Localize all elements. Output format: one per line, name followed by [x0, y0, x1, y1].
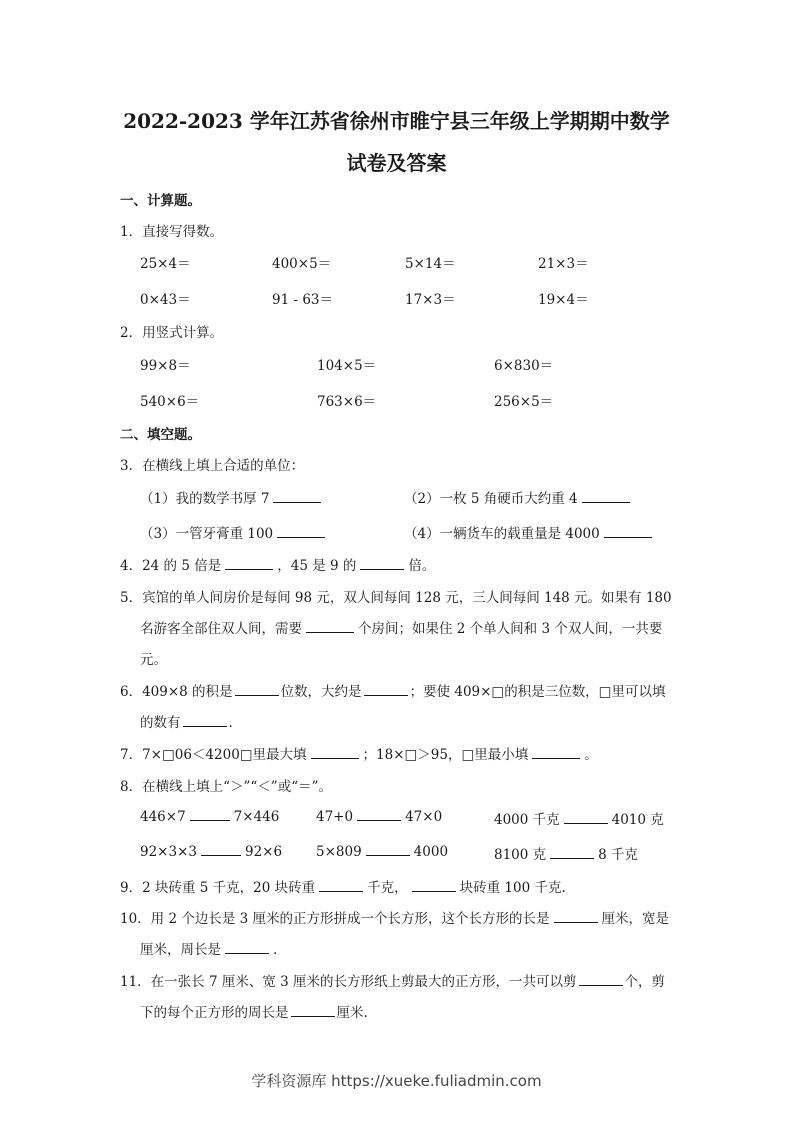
q2-item: 763×6＝ — [317, 394, 377, 410]
section-2-heading: 二、填空题。 — [120, 427, 201, 443]
q1-item: 0×43＝ — [140, 292, 191, 308]
q1-item: 400×5＝ — [272, 256, 332, 272]
q1-item: 91 - 63＝ — [272, 292, 334, 308]
q8-item: 4000 千克 4010 克 — [494, 812, 664, 828]
q2-item: 99×8＝ — [140, 358, 191, 374]
question-5-line-1: 5．宾馆的单人间房价是每间 98 元，双人间每间 128 元，三人间每间 148 元。如果有 180 — [120, 590, 672, 606]
question-4: 4．24 的 5 倍是 ，45 是 9 的 倍。 — [120, 558, 436, 574]
title-line-2: 试卷及答案 — [346, 151, 447, 175]
question-6-line-2: 的数有 . — [140, 715, 233, 731]
question-1: 1．直接写得数。 — [120, 224, 224, 240]
q8-item: 446×7 7×446 — [140, 809, 280, 825]
question-2: 2．用竖式计算。 — [120, 325, 224, 341]
question-10-line-2: 厘米，周长是 . — [140, 942, 278, 958]
question-5-line-2: 名游客全部住双人间，需要 个房间；如果住 2 个单人间和 3 个双人间，一共要 — [140, 621, 663, 637]
q8-item: 92×3×3 92×6 — [140, 844, 283, 860]
question-8: 8．在横线上填上“＞”“＜”或“＝”。 — [120, 779, 332, 795]
q8-item: 5×809 4000 — [316, 844, 449, 860]
q3-part-4: （4）一辆货车的载重量是 4000 — [404, 522, 656, 542]
q2-item: 104×5＝ — [317, 358, 377, 374]
question-5-line-3: 元。 — [140, 652, 167, 668]
q3-part-2: （2）一枚 5 角硬币大约重 4 — [404, 487, 634, 507]
q1-item: 5×14＝ — [405, 256, 456, 272]
question-10-line-1: 10．用 2 个边长是 3 厘米的正方形拼成一个长方形，这个长方形的长是 厘米，宽是 — [120, 911, 670, 927]
q1-item: 25×4＝ — [140, 256, 191, 272]
q3-part-3: （3）一管牙膏重 100 — [140, 522, 329, 542]
q1-item: 19×4＝ — [538, 292, 589, 308]
question-7: 7．7×□06＜4200□里最大填 ；18×□＞95，□里最小填 。 — [120, 747, 598, 763]
question-9: 9．2 块砖重 5 千克，20 块砖重 千克， 块砖重 100 千克. — [120, 880, 566, 896]
q8-item: 8100 克 8 千克 — [494, 847, 639, 863]
q2-item: 540×6＝ — [140, 394, 200, 410]
q2-item: 256×5＝ — [494, 394, 554, 410]
q1-item: 21×3＝ — [538, 256, 589, 272]
q2-item: 6×830＝ — [494, 358, 554, 374]
q8-item: 47+0 47×0 — [316, 809, 443, 825]
question-3: 3．在横线上填上合适的单位： — [120, 458, 305, 474]
q3-part-1: （1）我的数学书厚 7 — [140, 487, 325, 507]
question-6-line-1: 6．409×8 的积是 位数，大约是 ；要使 409×□的积是三位数，□里可以填 — [120, 684, 666, 700]
question-11-line-2: 下的每个正方形的周长是 厘米. — [140, 1005, 368, 1021]
footer-watermark: 学科资源库 https://xueke.fuliadmin.com — [251, 1072, 542, 1090]
section-1-heading: 一、计算题。 — [120, 193, 201, 209]
question-11-line-1: 11．在一张长 7 厘米、宽 3 厘米的长方形纸上剪最大的正方形，一共可以剪 个，剪 — [120, 974, 666, 990]
title-line-1: 2022-2023 学年江苏省徐州市睢宁县三年级上学期期中数学 — [123, 109, 670, 133]
q1-item: 17×3＝ — [405, 292, 456, 308]
